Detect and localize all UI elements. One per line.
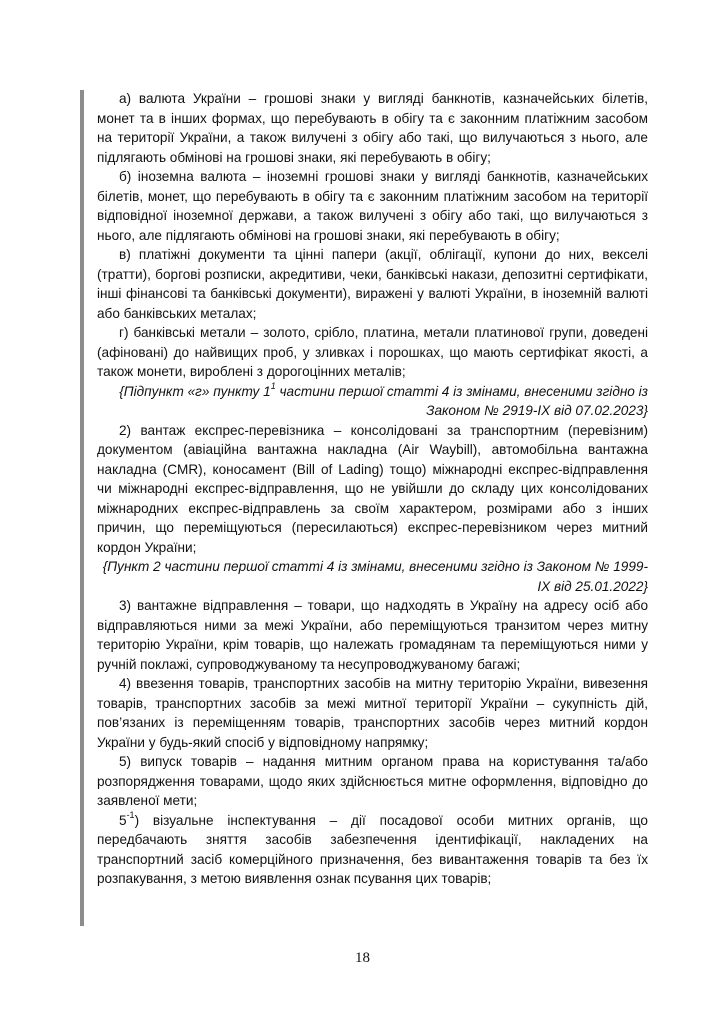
note-1-after: частини першої статті 4 із змінами, внесеними згідно із Законом № 2919-IX від 07.02.2023} <box>275 383 648 418</box>
page-content <box>97 89 648 889</box>
amendment-note-2: {Пункт 2 частини першої статті 4 із змінами, внесеними згідно із Законом № 1999-IX від 25.01.2022} <box>102 559 648 594</box>
paragraph-4: 4) ввезення товарів, транспортних засобів на митну територію України, вивезення товарів, транспортних засобів за межі митної території України – сукупність дій, пов’язаних із переміщенням товарів, транспортних засобів через митний кордон України у будь-який спосіб у відповідному напрямку; <box>97 676 648 750</box>
paragraph-2: 2) вантаж експрес-перевізника – консолідовані за транспортним (перевізним) документом (авіаційна вантажна накладна (Air Waybill), автомобільна вантажна накладна (CMR), коносамент (Bill of Lading) тощо) міжнародні експрес-відправлення чи міжнародні експрес-відправлення, що не увійшли до складу цих консолідованих міжнародних експрес-відправлень за своїм характером, розмірами або з інших причин, що переміщуються (пересилаються) експрес-перевізником через митний кордон України; <box>97 422 648 555</box>
paragraph-3: 3) вантажне відправлення – товари, що надходять в Україну на адресу осіб або відправляються ними за межі України, або переміщуються транзитом через митну територію України, крім товарів, що належать громадянам та переміщуються ними у ручній поклажі, супроводжуваному та несупроводжуваному багажі; <box>97 598 648 672</box>
paragraph-5-1-text: ) візуальне інспектування – дії посадової особи митних органів, що передбачають зняття засобів забезпечення ідентифікації, накладених на транспортний засіб комерційного призначення, без вивантаження товарів та без їх розпакування, з метою виявлення ознак псування цих товарів; <box>97 812 648 886</box>
note-1-sup: 1 <box>270 380 276 391</box>
paragraph-5-1-num: 5 <box>119 812 127 828</box>
paragraph-5: 5) випуск товарів – надання митним органом права на користування та/або розпорядження товарами, щодо яких здійснюється митне оформлення, відповідно до заявленої мети; <box>97 754 648 808</box>
page-number: 18 <box>355 950 370 966</box>
paragraph-a: а) валюта України – грошові знаки у вигляді банкнотів, казначейських білетів, монет та в інших формах, що перебувають в обігу та є законним платіжним засобом на території України, а також вилучені з обігу або такі, що вилучаються з нього, але підлягають обмінові на грошові знаки, які перебувають в обігу; <box>97 91 648 165</box>
paragraph-5-1-sup: -1 <box>126 809 135 820</box>
paragraph-5-1 <box>97 811 648 889</box>
amendment-note-1 <box>97 382 648 421</box>
margin-change-bar <box>80 90 84 926</box>
paragraph-g: г) банківські метали – золото, срібло, платина, метали платинової групи, доведені (афіновані) до найвищих проб, у зливках і порошках, що мають сертифікат якості, а також монети, вироблені з дорогоцінних металів; <box>97 325 648 379</box>
paragraph-v: в) платіжні документи та цінні папери (акції, облігації, купони до них, векселі (тратти), боргові розписки, акредитиви, чеки, банківські накази, депозитні сертифікати, інші фінансові та банківські документи), виражені у валюті України, в іноземній валюті або банківських металах; <box>97 247 648 321</box>
note-1-before: {Підпункт «г» пункту 1 <box>119 383 271 399</box>
paragraph-b: б) іноземна валюта – іноземні грошові знаки у вигляді банкнотів, казначейських білетів, монет, що перебувають в обігу та є законним платіжним засобом на території відповідної іноземної держави, а також вилучені з обігу або такі, що вилучаються з нього, але підлягають обмінові на грошові знаки, які перебувають в обігу; <box>97 169 648 243</box>
